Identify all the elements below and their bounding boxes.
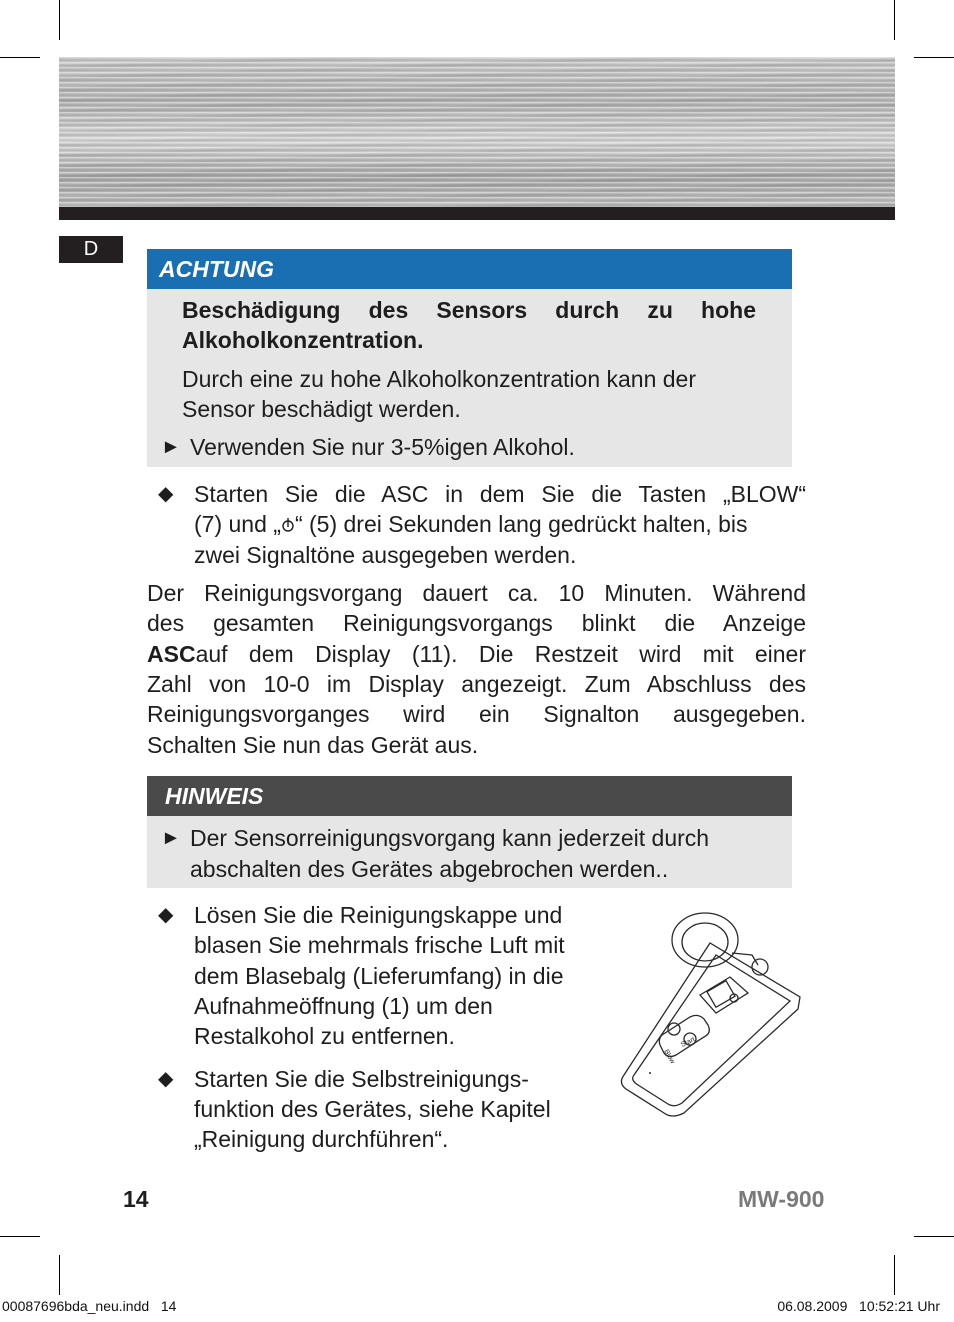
self-line1: Starten Sie die Selbstreinigungs- [194,1066,529,1092]
paragraph-line5: Reinigungsvorganges wird ein Signalton ausgegeben. [147,701,806,727]
header-rule [59,207,895,220]
crop-mark [914,57,954,58]
diamond-bullet-icon: ◆ [158,1068,174,1090]
asc-step-line3: zwei Signaltöne ausgegeben werden. [194,542,577,568]
warning-body-line1: Durch eine zu hohe Alkoholkonzentration kann der [182,366,697,392]
self-line2: funktion des Gerätes, siehe Kapitel [194,1096,551,1122]
slug-timestamp: 06.08.2009 10:52:21 Uhr [777,1298,940,1314]
asc-step-line2-a: (7) und „ [194,511,281,537]
triangle-right-icon: ► [161,827,181,849]
paragraph-line3 [147,639,806,670]
model-name: MW-900 [738,1186,825,1212]
warning-heading-line2: Alkoholkonzentration. [182,327,424,353]
warning-title: ACHTUNG [147,249,792,289]
cap-line2: blasen Sie mehrmals frische Luft mit [194,932,565,958]
crop-mark [59,1255,60,1295]
device-blow-label: Blow [662,1048,676,1066]
cap-line3: dem Blasebalg (Lieferumfang) in die [194,963,564,989]
crop-mark [894,1255,895,1295]
breathalyzer-illustration [612,905,812,1120]
paragraph-line1: Der Reinigungsvorgang dauert ca. 10 Minuten. Während [147,580,806,606]
diamond-bullet-icon: ◆ [158,904,174,926]
page-number: 14 [123,1186,149,1212]
diamond-bullet-icon: ◆ [158,483,174,505]
asc-label: ASC [147,641,196,667]
note-line2: abschalten des Gerätes abgebrochen werden.. [190,856,669,882]
triangle-right-icon: ► [161,436,181,458]
note-line1: Der Sensorreinigungsvorgang kann jederzeit durch [190,825,710,851]
language-tab: D [59,236,123,263]
brushed-metal-header [59,57,895,207]
cap-line5: Restalkohol zu entfernen. [194,1023,455,1049]
device-start-label: Start [679,1036,697,1049]
crop-mark [59,0,60,40]
crop-mark [0,1236,40,1237]
asc-step-line2 [194,509,806,540]
slug-file: 00087696bda_neu.indd 14 [2,1298,177,1314]
paragraph-line3-rest: auf dem Display (11). Die Restzeit wird mit einer [195,641,806,667]
note-title: HINWEIS [147,776,792,816]
crop-mark [894,0,895,40]
warning-heading-line1: Beschädigung des Sensors durch zu hohe [182,297,756,323]
cap-line1: Lösen Sie die Reinigungskappe und [194,902,563,928]
paragraph-line2: des gesamten Reinigungsvorgangs blinkt die Anzeige [147,610,806,636]
crop-mark [914,1236,954,1237]
warning-body-line2: Sensor beschädigt werden. [182,396,461,422]
warning-instruction-text: Verwenden Sie nur 3-5%igen Alkohol. [190,434,575,460]
power-icon [281,516,295,534]
asc-step-line1: Starten Sie die ASC in dem Sie die Tasten „BLOW“ [194,481,806,507]
paragraph-line4: Zahl von 10-0 im Display angezeigt. Zum Abschluss des [147,671,806,697]
crop-mark [0,57,40,58]
self-line3: „Reinigung durchführen“. [194,1126,449,1152]
cap-line4: Aufnahmeöffnung (1) um den [194,993,493,1019]
asc-step-line2-b: “ (5) drei Sekunden lang gedrückt halten, bis [294,511,748,537]
paragraph-line6: Schalten Sie nun das Gerät aus. [147,732,479,758]
